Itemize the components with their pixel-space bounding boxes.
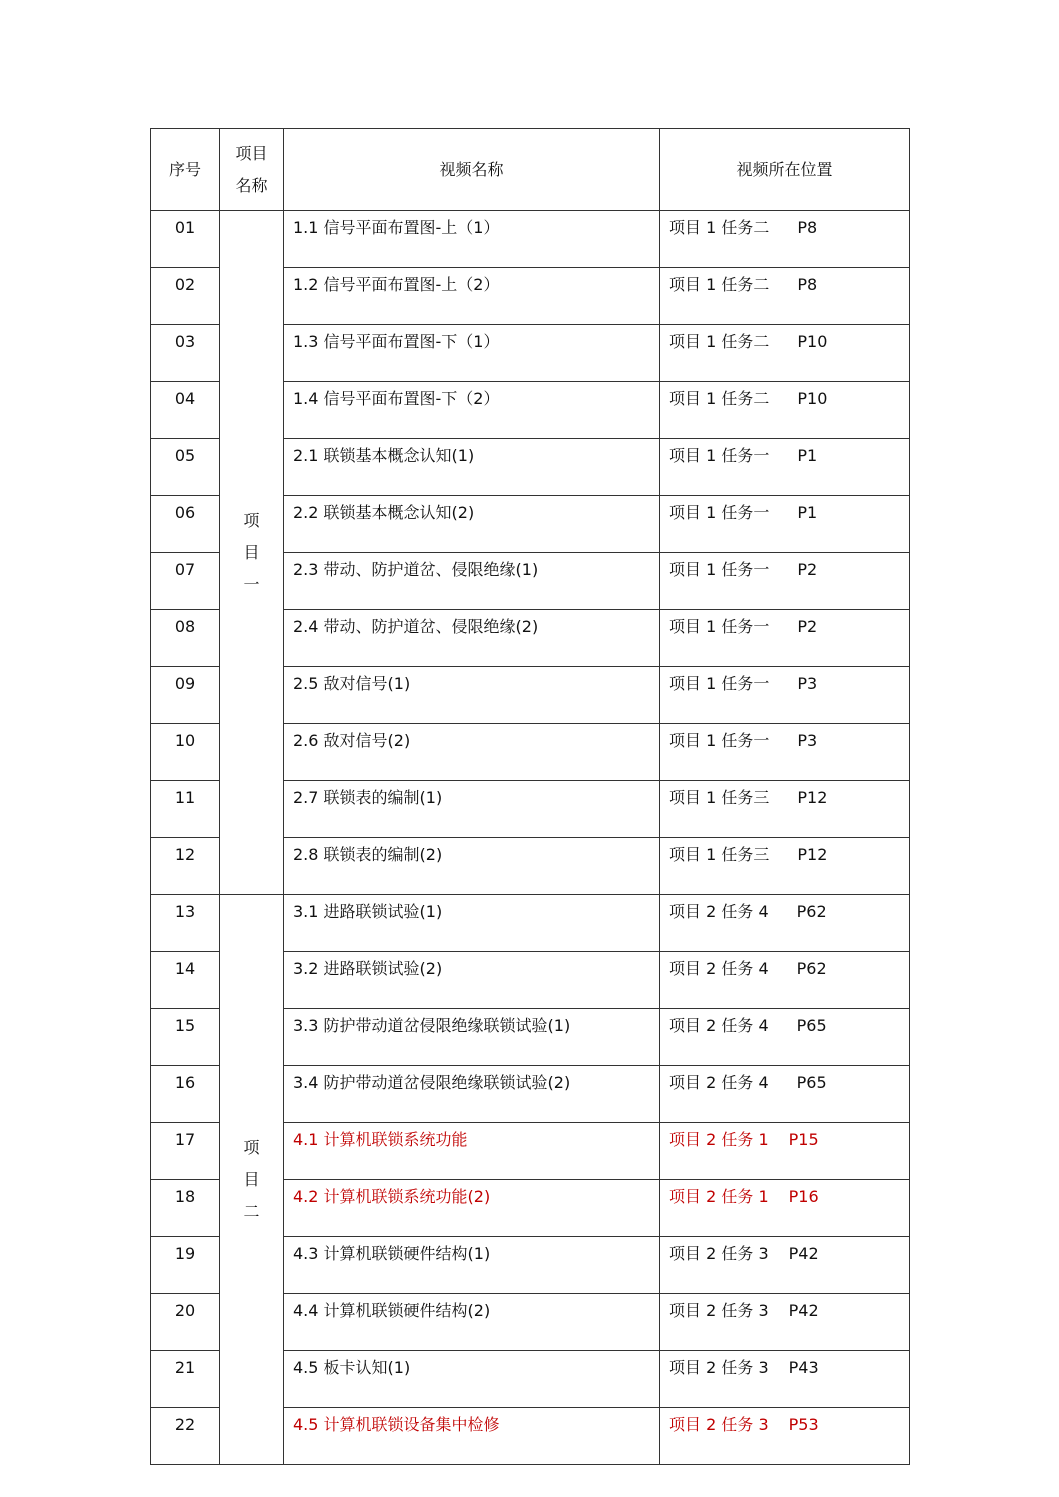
row-number: 07 <box>151 553 220 610</box>
location-task: 项目 2 任务 1 <box>669 1130 769 1149</box>
row-number: 13 <box>151 895 220 952</box>
location-task: 项目 1 任务二 <box>669 332 770 351</box>
row-number: 17 <box>151 1123 220 1180</box>
project-group-cell <box>220 895 284 1465</box>
location-page: P42 <box>788 1301 819 1320</box>
video-location-cell <box>660 553 910 610</box>
video-name-cell: 1.2 信号平面布置图-上（2） <box>284 268 660 325</box>
header-video-name: 视频名称 <box>284 129 660 211</box>
row-number: 06 <box>151 496 220 553</box>
row-number: 05 <box>151 439 220 496</box>
video-location-cell <box>660 382 910 439</box>
row-number: 14 <box>151 952 220 1009</box>
location-task: 项目 1 任务一 <box>669 617 770 636</box>
location-page: P65 <box>796 1016 827 1035</box>
project-label: 项目二 <box>243 1137 260 1221</box>
location-page: P62 <box>796 902 827 921</box>
row-number: 22 <box>151 1408 220 1465</box>
location-task: 项目 1 任务一 <box>669 446 770 465</box>
row-number: 21 <box>151 1351 220 1408</box>
video-name-cell: 4.5 计算机联锁设备集中检修 <box>284 1408 660 1465</box>
row-number: 20 <box>151 1294 220 1351</box>
video-location-cell <box>660 1180 910 1237</box>
video-location-cell <box>660 781 910 838</box>
row-number: 02 <box>151 268 220 325</box>
location-page: P15 <box>788 1130 819 1149</box>
row-number: 04 <box>151 382 220 439</box>
header-row <box>151 129 910 211</box>
location-page: P3 <box>797 674 818 693</box>
video-location-cell <box>660 1123 910 1180</box>
video-name-cell: 2.5 敌对信号(1) <box>284 667 660 724</box>
video-name-cell: 3.2 进路联锁试验(2) <box>284 952 660 1009</box>
location-task: 项目 2 任务 4 <box>669 959 769 978</box>
video-name-cell: 2.3 带动、防护道岔、侵限绝缘(1) <box>284 553 660 610</box>
location-page: P2 <box>797 560 818 579</box>
location-page: P8 <box>797 275 818 294</box>
video-location-cell <box>660 1408 910 1465</box>
location-task: 项目 1 任务一 <box>669 503 770 522</box>
location-page: P53 <box>788 1415 819 1434</box>
video-name-cell: 1.1 信号平面布置图-上（1） <box>284 211 660 268</box>
location-page: P43 <box>788 1358 819 1377</box>
header-seq: 序号 <box>151 129 220 211</box>
location-page: P10 <box>797 332 828 351</box>
location-task: 项目 2 任务 1 <box>669 1187 769 1206</box>
header-project-line1: 项目 <box>235 143 268 163</box>
location-task: 项目 2 任务 4 <box>669 902 769 921</box>
video-name-cell: 1.3 信号平面布置图-下（1） <box>284 325 660 382</box>
header-project-name <box>220 129 284 211</box>
location-task: 项目 1 任务三 <box>669 845 770 864</box>
project-group-cell <box>220 211 284 895</box>
row-number: 03 <box>151 325 220 382</box>
location-page: P62 <box>796 959 827 978</box>
row-number: 01 <box>151 211 220 268</box>
location-task: 项目 2 任务 4 <box>669 1016 769 1035</box>
row-number: 15 <box>151 1009 220 1066</box>
video-name-cell: 2.2 联锁基本概念认知(2) <box>284 496 660 553</box>
video-location-cell <box>660 496 910 553</box>
video-location-cell <box>660 838 910 895</box>
table-row <box>151 895 910 952</box>
video-name-cell: 3.3 防护带动道岔侵限绝缘联锁试验(1) <box>284 1009 660 1066</box>
row-number: 12 <box>151 838 220 895</box>
video-name-cell: 3.1 进路联锁试验(1) <box>284 895 660 952</box>
video-name-cell: 4.1 计算机联锁系统功能 <box>284 1123 660 1180</box>
video-name-cell: 2.6 敌对信号(2) <box>284 724 660 781</box>
video-location-cell <box>660 439 910 496</box>
location-task: 项目 1 任务一 <box>669 674 770 693</box>
video-location-cell <box>660 724 910 781</box>
row-number: 11 <box>151 781 220 838</box>
video-index-table <box>150 128 910 1465</box>
location-page: P10 <box>797 389 828 408</box>
video-name-cell: 2.1 联锁基本概念认知(1) <box>284 439 660 496</box>
video-name-cell: 2.4 带动、防护道岔、侵限绝缘(2) <box>284 610 660 667</box>
video-name-cell: 2.7 联锁表的编制(1) <box>284 781 660 838</box>
video-location-cell <box>660 667 910 724</box>
location-page: P1 <box>797 446 818 465</box>
location-page: P1 <box>797 503 818 522</box>
row-number: 18 <box>151 1180 220 1237</box>
location-task: 项目 2 任务 3 <box>669 1301 769 1320</box>
header-project-line2: 名称 <box>235 175 268 195</box>
location-task: 项目 1 任务二 <box>669 218 770 237</box>
video-name-cell: 4.3 计算机联锁硬件结构(1) <box>284 1237 660 1294</box>
location-task: 项目 2 任务 3 <box>669 1244 769 1263</box>
location-page: P42 <box>788 1244 819 1263</box>
table-row <box>151 211 910 268</box>
location-task: 项目 2 任务 4 <box>669 1073 769 1092</box>
location-page: P12 <box>797 845 828 864</box>
video-location-cell <box>660 1009 910 1066</box>
location-page: P16 <box>788 1187 819 1206</box>
video-location-cell <box>660 325 910 382</box>
location-task: 项目 2 任务 3 <box>669 1415 769 1434</box>
location-page: P12 <box>797 788 828 807</box>
video-location-cell <box>660 1066 910 1123</box>
video-name-cell: 4.4 计算机联锁硬件结构(2) <box>284 1294 660 1351</box>
location-task: 项目 1 任务一 <box>669 560 770 579</box>
video-name-cell: 1.4 信号平面布置图-下（2） <box>284 382 660 439</box>
location-page: P3 <box>797 731 818 750</box>
video-location-cell <box>660 1294 910 1351</box>
video-location-cell <box>660 1237 910 1294</box>
location-page: P8 <box>797 218 818 237</box>
video-name-cell: 2.8 联锁表的编制(2) <box>284 838 660 895</box>
video-name-cell: 4.2 计算机联锁系统功能(2) <box>284 1180 660 1237</box>
location-task: 项目 2 任务 3 <box>669 1358 769 1377</box>
row-number: 09 <box>151 667 220 724</box>
location-page: P2 <box>797 617 818 636</box>
row-number: 16 <box>151 1066 220 1123</box>
row-number: 08 <box>151 610 220 667</box>
table-body <box>151 211 910 1465</box>
location-task: 项目 1 任务二 <box>669 389 770 408</box>
video-location-cell <box>660 895 910 952</box>
video-location-cell <box>660 1351 910 1408</box>
video-location-cell <box>660 610 910 667</box>
project-label: 项目一 <box>243 510 260 594</box>
row-number: 19 <box>151 1237 220 1294</box>
location-task: 项目 1 任务一 <box>669 731 770 750</box>
location-page: P65 <box>796 1073 827 1092</box>
header-video-location: 视频所在位置 <box>660 129 910 211</box>
video-location-cell <box>660 211 910 268</box>
video-location-cell <box>660 268 910 325</box>
video-name-cell: 3.4 防护带动道岔侵限绝缘联锁试验(2) <box>284 1066 660 1123</box>
video-location-cell <box>660 952 910 1009</box>
row-number: 10 <box>151 724 220 781</box>
location-task: 项目 1 任务二 <box>669 275 770 294</box>
location-task: 项目 1 任务三 <box>669 788 770 807</box>
video-name-cell: 4.5 板卡认知(1) <box>284 1351 660 1408</box>
